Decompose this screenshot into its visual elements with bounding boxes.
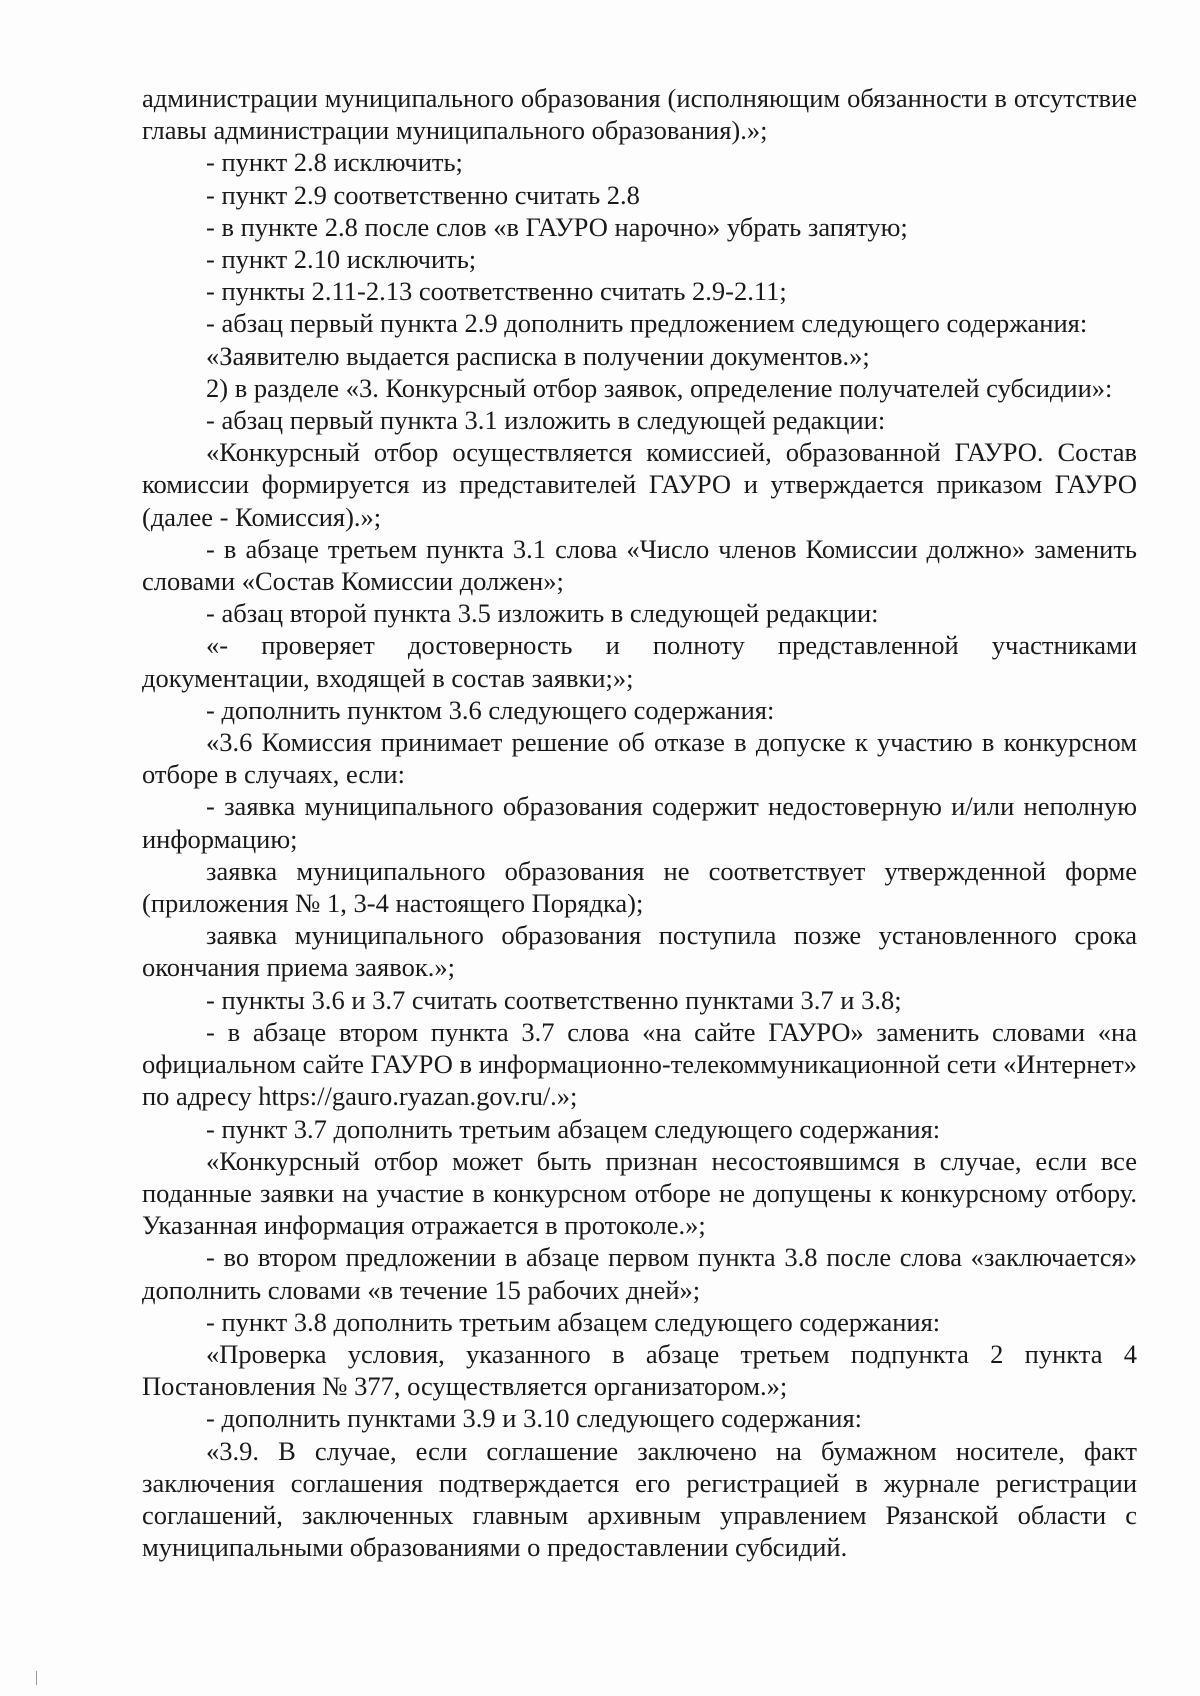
paragraph: «Заявителю выдается расписка в получении документов.»; xyxy=(206,340,870,371)
paragraph: - пункт 2.9 соответственно считать 2.8 xyxy=(206,179,640,210)
paragraph: - пункты 3.6 и 3.7 считать соответственно пунктами 3.7 и 3.8; xyxy=(206,984,902,1015)
paragraph: - в абзаце втором пункта 3.7 слова «на сайте ГАУРО» заменить словами «на официальном сайте ГАУРО в информационно-телекоммуникационной сети «Интернет» по адресу https://gauro.ryazan.gov.ru/.»; xyxy=(142,1016,1137,1112)
paragraph: «- проверяет достоверность и полноту представленной участниками документации, входящей в состав заявки;»; xyxy=(142,630,1137,693)
paragraph: - заявка муниципального образования содержит недостоверную и/или неполную информацию; xyxy=(142,791,1137,854)
paragraph: - абзац второй пункта 3.5 изложить в следующей редакции: xyxy=(206,598,879,629)
paragraph: - в абзаце третьем пункта 3.1 слова «Число членов Комиссии должно» заменить словами «Состав Комиссии должен»; xyxy=(142,533,1137,597)
paragraph: - дополнить пунктом 3.6 следующего содержания: xyxy=(206,694,775,725)
paragraph: «Конкурсный отбор может быть признан несостоявшимся в случае, если все поданные заявки на участие в конкурсном отборе не допущены к конкурсному отбору. Указанная информация отражается в протоколе.»; xyxy=(142,1145,1137,1241)
document-body xyxy=(142,82,1137,1563)
paragraph: - пункты 2.11-2.13 соответственно считать 2.9-2.11; xyxy=(206,276,787,307)
paragraph: 2) в разделе «3. Конкурсный отбор заявок, определение получателей субсидии»: xyxy=(206,372,1113,403)
paragraph: - во втором предложении в абзаце первом пункта 3.8 после слова «заключается» дополнить словами «в течение 15 рабочих дней»; xyxy=(142,1242,1137,1305)
paragraph: - абзац первый пункта 2.9 дополнить предложением следующего содержания: xyxy=(206,308,1088,339)
paragraph: «3.9. В случае, если соглашение заключено на бумажном носителе, факт заключения соглашения подтверждается его регистрацией в журнале регистрации соглашений, заключенных главным архивным управлением Рязанской области с муниципальными образованиями о предоставлении субсидий. xyxy=(142,1435,1137,1563)
scan-margin-mark xyxy=(36,1671,37,1685)
paragraph: - пункт 3.7 дополнить третьим абзацем следующего содержания: xyxy=(206,1113,941,1144)
paragraph: - дополнить пунктами 3.9 и 3.10 следующего содержания: xyxy=(206,1403,862,1434)
paragraph: заявка муниципального образования не соответствует утвержденной форме (приложения № 1, 3-4 настоящего Порядка); xyxy=(142,855,1137,919)
paragraph: - абзац первый пункта 3.1 изложить в следующей редакции: xyxy=(206,405,886,436)
paragraph: - пункт 3.8 дополнить третьим абзацем следующего содержания: xyxy=(206,1306,941,1337)
paragraph: - пункт 2.8 исключить; xyxy=(206,147,463,178)
paragraph: заявка муниципального образования поступила позже установленного срока окончания приема заявок.»; xyxy=(142,920,1137,983)
paragraph: - в пункте 2.8 после слов «в ГАУРО нарочно» убрать запятую; xyxy=(206,211,908,242)
paragraph: - пункт 2.10 исключить; xyxy=(206,244,477,275)
paragraph: «Проверка условия, указанного в абзаце третьем подпункта 2 пункта 4 Постановления № 377, осуществляется организатором.»; xyxy=(142,1338,1137,1402)
paragraph: «Конкурсный отбор осуществляется комиссией, образованной ГАУРО. Состав комиссии формируется из представителей ГАУРО и утверждается приказом ГАУРО (далее - Комиссия).»; xyxy=(142,437,1137,532)
paragraph: «3.6 Комиссия принимает решение об отказе в допуске к участию в конкурсном отборе в случаях, если: xyxy=(142,727,1137,790)
paragraph: администрации муниципального образования (исполняющим обязанности в отсутствие главы администрации муниципального образования).»; xyxy=(142,83,1137,146)
